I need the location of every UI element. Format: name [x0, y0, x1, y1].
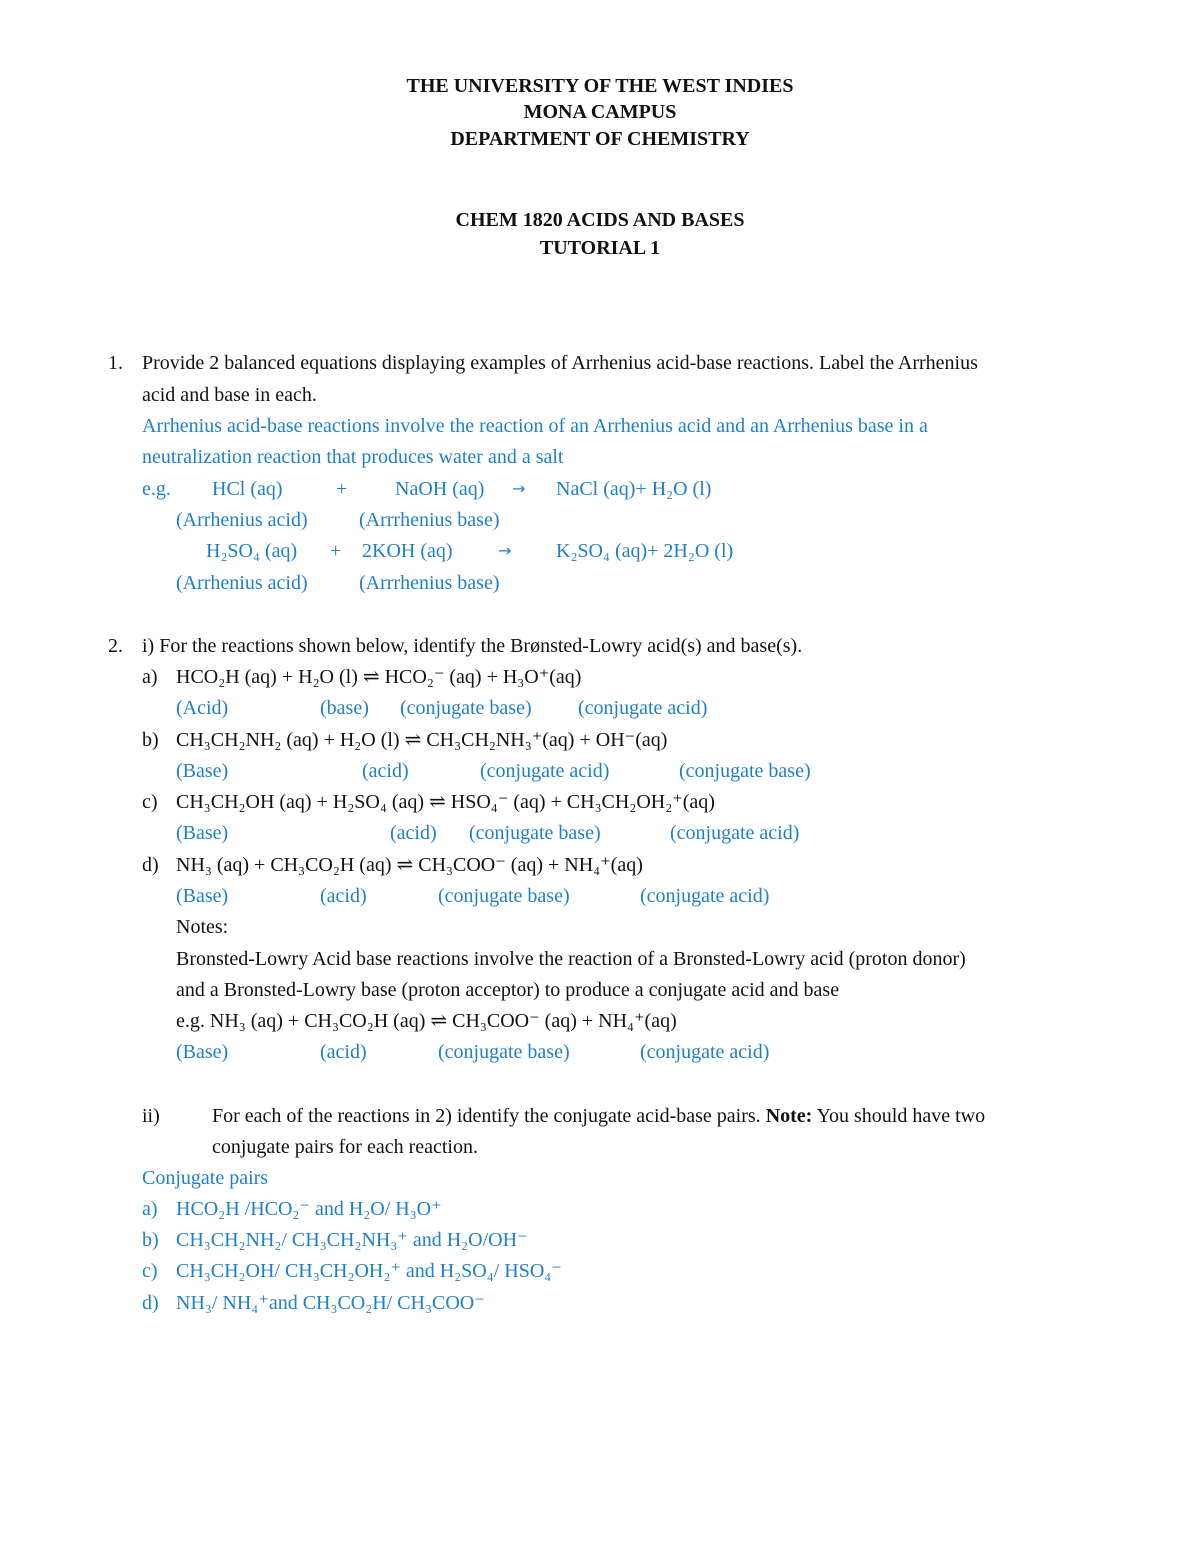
question-1-number: 1.: [108, 352, 123, 374]
eq2-arrow: →: [498, 541, 512, 560]
reaction-a-equation: HCO₂H (aq) + H₂O (l) ⇌ HCO₂⁻ (aq) + H₃O⁺(aq): [176, 666, 582, 688]
tutorial-title: TUTORIAL 1: [539, 237, 661, 259]
reaction-b-label: b): [142, 729, 159, 751]
pair-d-label: d): [142, 1292, 159, 1314]
reaction-d-conj-acid: (conjugate acid): [640, 885, 770, 907]
reaction-b-base: (Base): [176, 760, 229, 782]
eq1-base-label: (Arrrhenius base): [359, 509, 500, 531]
question-1-text-line1: Provide 2 balanced equations displaying examples of Arrhenius acid-base reactions. Label the Arrhenius: [142, 352, 978, 374]
question-1-text-line2: acid and base in each.: [142, 384, 317, 406]
part-ii-note: Note:: [765, 1105, 813, 1127]
part-ii-text1: For each of the reactions in 2) identify the conjugate acid-base pairs.: [212, 1105, 766, 1127]
pair-b-label: b): [142, 1229, 159, 1251]
conjugate-pairs-title: Conjugate pairs: [142, 1167, 269, 1189]
question-2-part-i: i) For the reactions shown below, identify the Brønsted-Lowry acid(s) and base(s).: [142, 635, 803, 657]
reaction-c-equation: CH₃CH₂OH (aq) + H₂SO₄ (aq) ⇌ HSO₄⁻ (aq) + CH₃CH₂OH₂⁺(aq): [176, 791, 715, 813]
reaction-d-conj-base: (conjugate base): [438, 885, 570, 907]
reaction-d-base: (Base): [176, 885, 229, 907]
reaction-a-base: (base): [320, 697, 369, 719]
eq1-reactant2: NaOH (aq): [395, 478, 485, 500]
part-ii-text-line2: conjugate pairs for each reaction.: [212, 1136, 478, 1158]
eq1-acid-label: (Arrhenius acid): [176, 509, 308, 531]
part-ii-text-line1: [212, 1103, 985, 1129]
reaction-c-conj-base: (conjugate base): [469, 822, 601, 844]
eq1-plus: +: [336, 478, 348, 500]
question-1-answer-line1: Arrhenius acid-base reactions involve the reaction of an Arrhenius acid and an Arrhenius base in a: [142, 415, 928, 437]
eq1-arrow: →: [512, 479, 526, 498]
eq2-acid-label: (Arrhenius acid): [176, 572, 308, 594]
notes-conj-acid: (conjugate acid): [640, 1041, 770, 1063]
reaction-b-equation: CH₃CH₂NH₂ (aq) + H₂O (l) ⇌ CH₃CH₂NH₃⁺(aq) + OH⁻(aq): [176, 729, 668, 751]
eg-label: e.g.: [142, 478, 171, 500]
reaction-a-conj-acid: (conjugate acid): [578, 697, 708, 719]
department-title: DEPARTMENT OF CHEMISTRY: [450, 128, 750, 150]
pair-a-label: a): [142, 1198, 158, 1220]
reaction-a-acid: (Acid): [176, 697, 229, 719]
reaction-d-equation: NH₃ (aq) + CH₃CO₂H (aq) ⇌ CH₃COO⁻ (aq) + NH₄⁺(aq): [176, 854, 643, 876]
reaction-d-label: d): [142, 854, 159, 876]
eq1-products: NaCl (aq)+ H₂O (l): [556, 478, 712, 500]
eq1-reactant1: HCl (aq): [212, 478, 283, 500]
notes-conj-base: (conjugate base): [438, 1041, 570, 1063]
eq2-products: K₂SO₄ (aq)+ 2H₂O (l): [556, 540, 734, 562]
eq2-base-label: (Arrrhenius base): [359, 572, 500, 594]
eq2-reactant1: H₂SO₄ (aq): [206, 540, 298, 562]
reaction-c-conj-acid: (conjugate acid): [670, 822, 800, 844]
eq2-plus: +: [330, 540, 342, 562]
pair-d: NH₃/ NH₄⁺and CH₃CO₂H/ CH₃COO⁻: [176, 1292, 485, 1314]
pair-c: CH₃CH₂OH/ CH₃CH₂OH₂⁺ and H₂SO₄/ HSO₄⁻: [176, 1260, 562, 1282]
campus-title: MONA CAMPUS: [523, 101, 677, 123]
course-title: CHEM 1820 ACIDS AND BASES: [455, 209, 745, 231]
reaction-a-label: a): [142, 666, 158, 688]
notes-line1: Bronsted-Lowry Acid base reactions involve the reaction of a Bronsted-Lowry acid (proton donor): [176, 948, 966, 970]
notes-base: (Base): [176, 1041, 229, 1063]
notes-example-equation: e.g. NH₃ (aq) + CH₃CO₂H (aq) ⇌ CH₃COO⁻ (aq) + NH₄⁺(aq): [176, 1010, 677, 1032]
part-ii-text2: You should have two: [812, 1105, 986, 1127]
question-1-answer-line2: neutralization reaction that produces water and a salt: [142, 446, 564, 468]
pair-a: HCO₂H /HCO₂⁻ and H₂O/ H₃O⁺: [176, 1198, 442, 1220]
reaction-c-acid: (acid): [390, 822, 437, 844]
part-ii-label: ii): [142, 1105, 160, 1127]
reaction-d-acid: (acid): [320, 885, 367, 907]
pair-b: CH₃CH₂NH₂/ CH₃CH₂NH₃⁺ and H₂O/OH⁻: [176, 1229, 528, 1251]
pair-c-label: c): [142, 1260, 158, 1282]
reaction-b-acid: (acid): [362, 760, 409, 782]
eq2-reactant2: 2KOH (aq): [362, 540, 453, 562]
notes-title: Notes:: [176, 916, 229, 938]
reaction-b-conj-base: (conjugate base): [679, 760, 811, 782]
reaction-c-label: c): [142, 791, 158, 813]
reaction-b-conj-acid: (conjugate acid): [480, 760, 610, 782]
reaction-a-conj-base: (conjugate base): [400, 697, 532, 719]
notes-acid: (acid): [320, 1041, 367, 1063]
notes-line2: and a Bronsted-Lowry base (proton acceptor) to produce a conjugate acid and base: [176, 979, 840, 1001]
question-2-number: 2.: [108, 635, 123, 657]
reaction-c-base: (Base): [176, 822, 229, 844]
university-title: THE UNIVERSITY OF THE WEST INDIES: [406, 75, 794, 97]
